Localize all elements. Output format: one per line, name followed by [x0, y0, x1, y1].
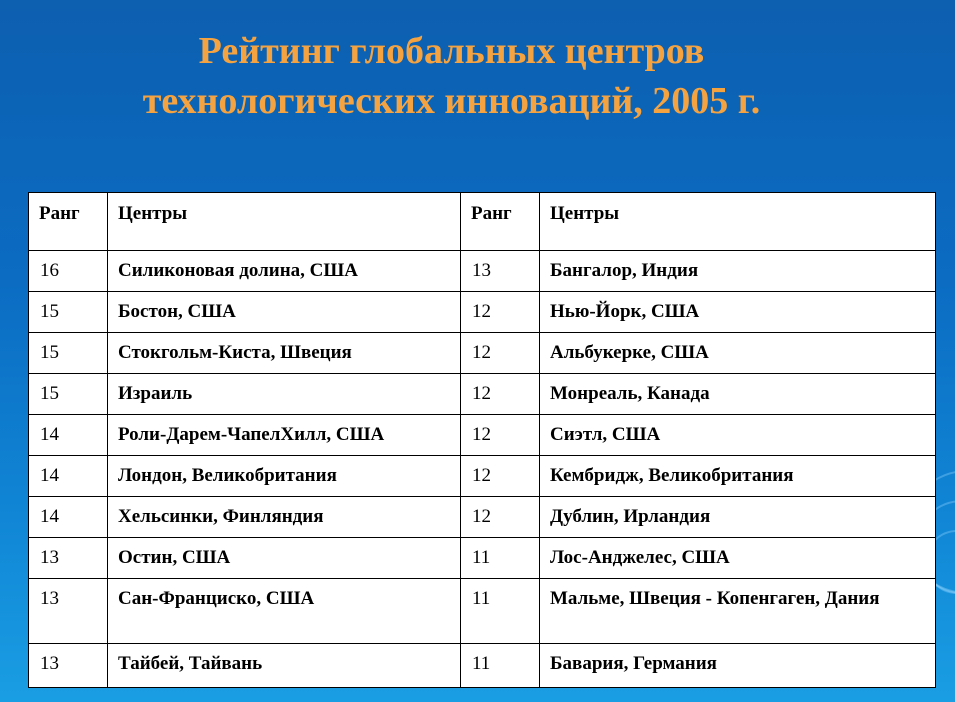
- table-header-row: [29, 193, 936, 251]
- slide-title-line2: технологических инноваций, 2005 г.: [142, 80, 761, 122]
- rank-cell: 12: [461, 415, 540, 456]
- center-cell: Монреаль, Канада: [540, 374, 936, 415]
- center-cell: Нью-Йорк, США: [540, 292, 936, 333]
- center-cell: Роли-Дарем-ЧапелХилл, США: [108, 415, 461, 456]
- rank-cell: 12: [461, 497, 540, 538]
- table-row: [29, 415, 936, 456]
- table-row: [29, 456, 936, 497]
- rank-cell: 13: [29, 579, 108, 644]
- rank-cell: 12: [461, 292, 540, 333]
- rank-cell: 11: [461, 644, 540, 688]
- center-cell: Остин, США: [108, 538, 461, 579]
- header-centers-left: Центры: [108, 193, 461, 251]
- rank-cell: 14: [29, 497, 108, 538]
- center-cell: Лондон, Великобритания: [108, 456, 461, 497]
- center-cell: Силиконовая долина, США: [108, 251, 461, 292]
- table-row: [29, 251, 936, 292]
- center-cell: Бавария, Германия: [540, 644, 936, 688]
- slide-title: [0, 26, 903, 126]
- table-row: [29, 644, 936, 688]
- rating-table: [28, 192, 936, 688]
- rank-cell: 14: [29, 415, 108, 456]
- rank-cell: 13: [29, 538, 108, 579]
- header-rank-right: Ранг: [461, 193, 540, 251]
- table-row: [29, 538, 936, 579]
- center-cell: Альбукерке, США: [540, 333, 936, 374]
- center-cell: Дублин, Ирландия: [540, 497, 936, 538]
- rank-cell: 15: [29, 292, 108, 333]
- rank-cell: 12: [461, 456, 540, 497]
- rank-cell: 11: [461, 579, 540, 644]
- center-cell: Кембридж, Великобритания: [540, 456, 936, 497]
- table-row: [29, 292, 936, 333]
- rank-cell: 13: [461, 251, 540, 292]
- rank-cell: 15: [29, 333, 108, 374]
- center-cell: Лос-Анджелес, США: [540, 538, 936, 579]
- center-cell: Тайбей, Тайвань: [108, 644, 461, 688]
- rank-cell: 15: [29, 374, 108, 415]
- center-cell: Израиль: [108, 374, 461, 415]
- rank-cell: 16: [29, 251, 108, 292]
- rank-cell: 13: [29, 644, 108, 688]
- table-row: [29, 579, 936, 644]
- center-cell: Хельсинки, Финляндия: [108, 497, 461, 538]
- rank-cell: 12: [461, 333, 540, 374]
- center-cell: Сан-Франциско, США: [108, 579, 461, 644]
- table-row: [29, 333, 936, 374]
- header-rank-left: Ранг: [29, 193, 108, 251]
- center-cell: Сиэтл, США: [540, 415, 936, 456]
- center-cell: Мальме, Швеция - Копенгаген, Дания: [540, 579, 936, 644]
- rank-cell: 11: [461, 538, 540, 579]
- rank-cell: 12: [461, 374, 540, 415]
- slide-title-line1: Рейтинг глобальных центров: [198, 30, 705, 72]
- table-row: [29, 497, 936, 538]
- center-cell: Стокгольм-Киста, Швеция: [108, 333, 461, 374]
- center-cell: Бангалор, Индия: [540, 251, 936, 292]
- header-centers-right: Центры: [540, 193, 936, 251]
- rank-cell: 14: [29, 456, 108, 497]
- table-row: [29, 374, 936, 415]
- center-cell: Бостон, США: [108, 292, 461, 333]
